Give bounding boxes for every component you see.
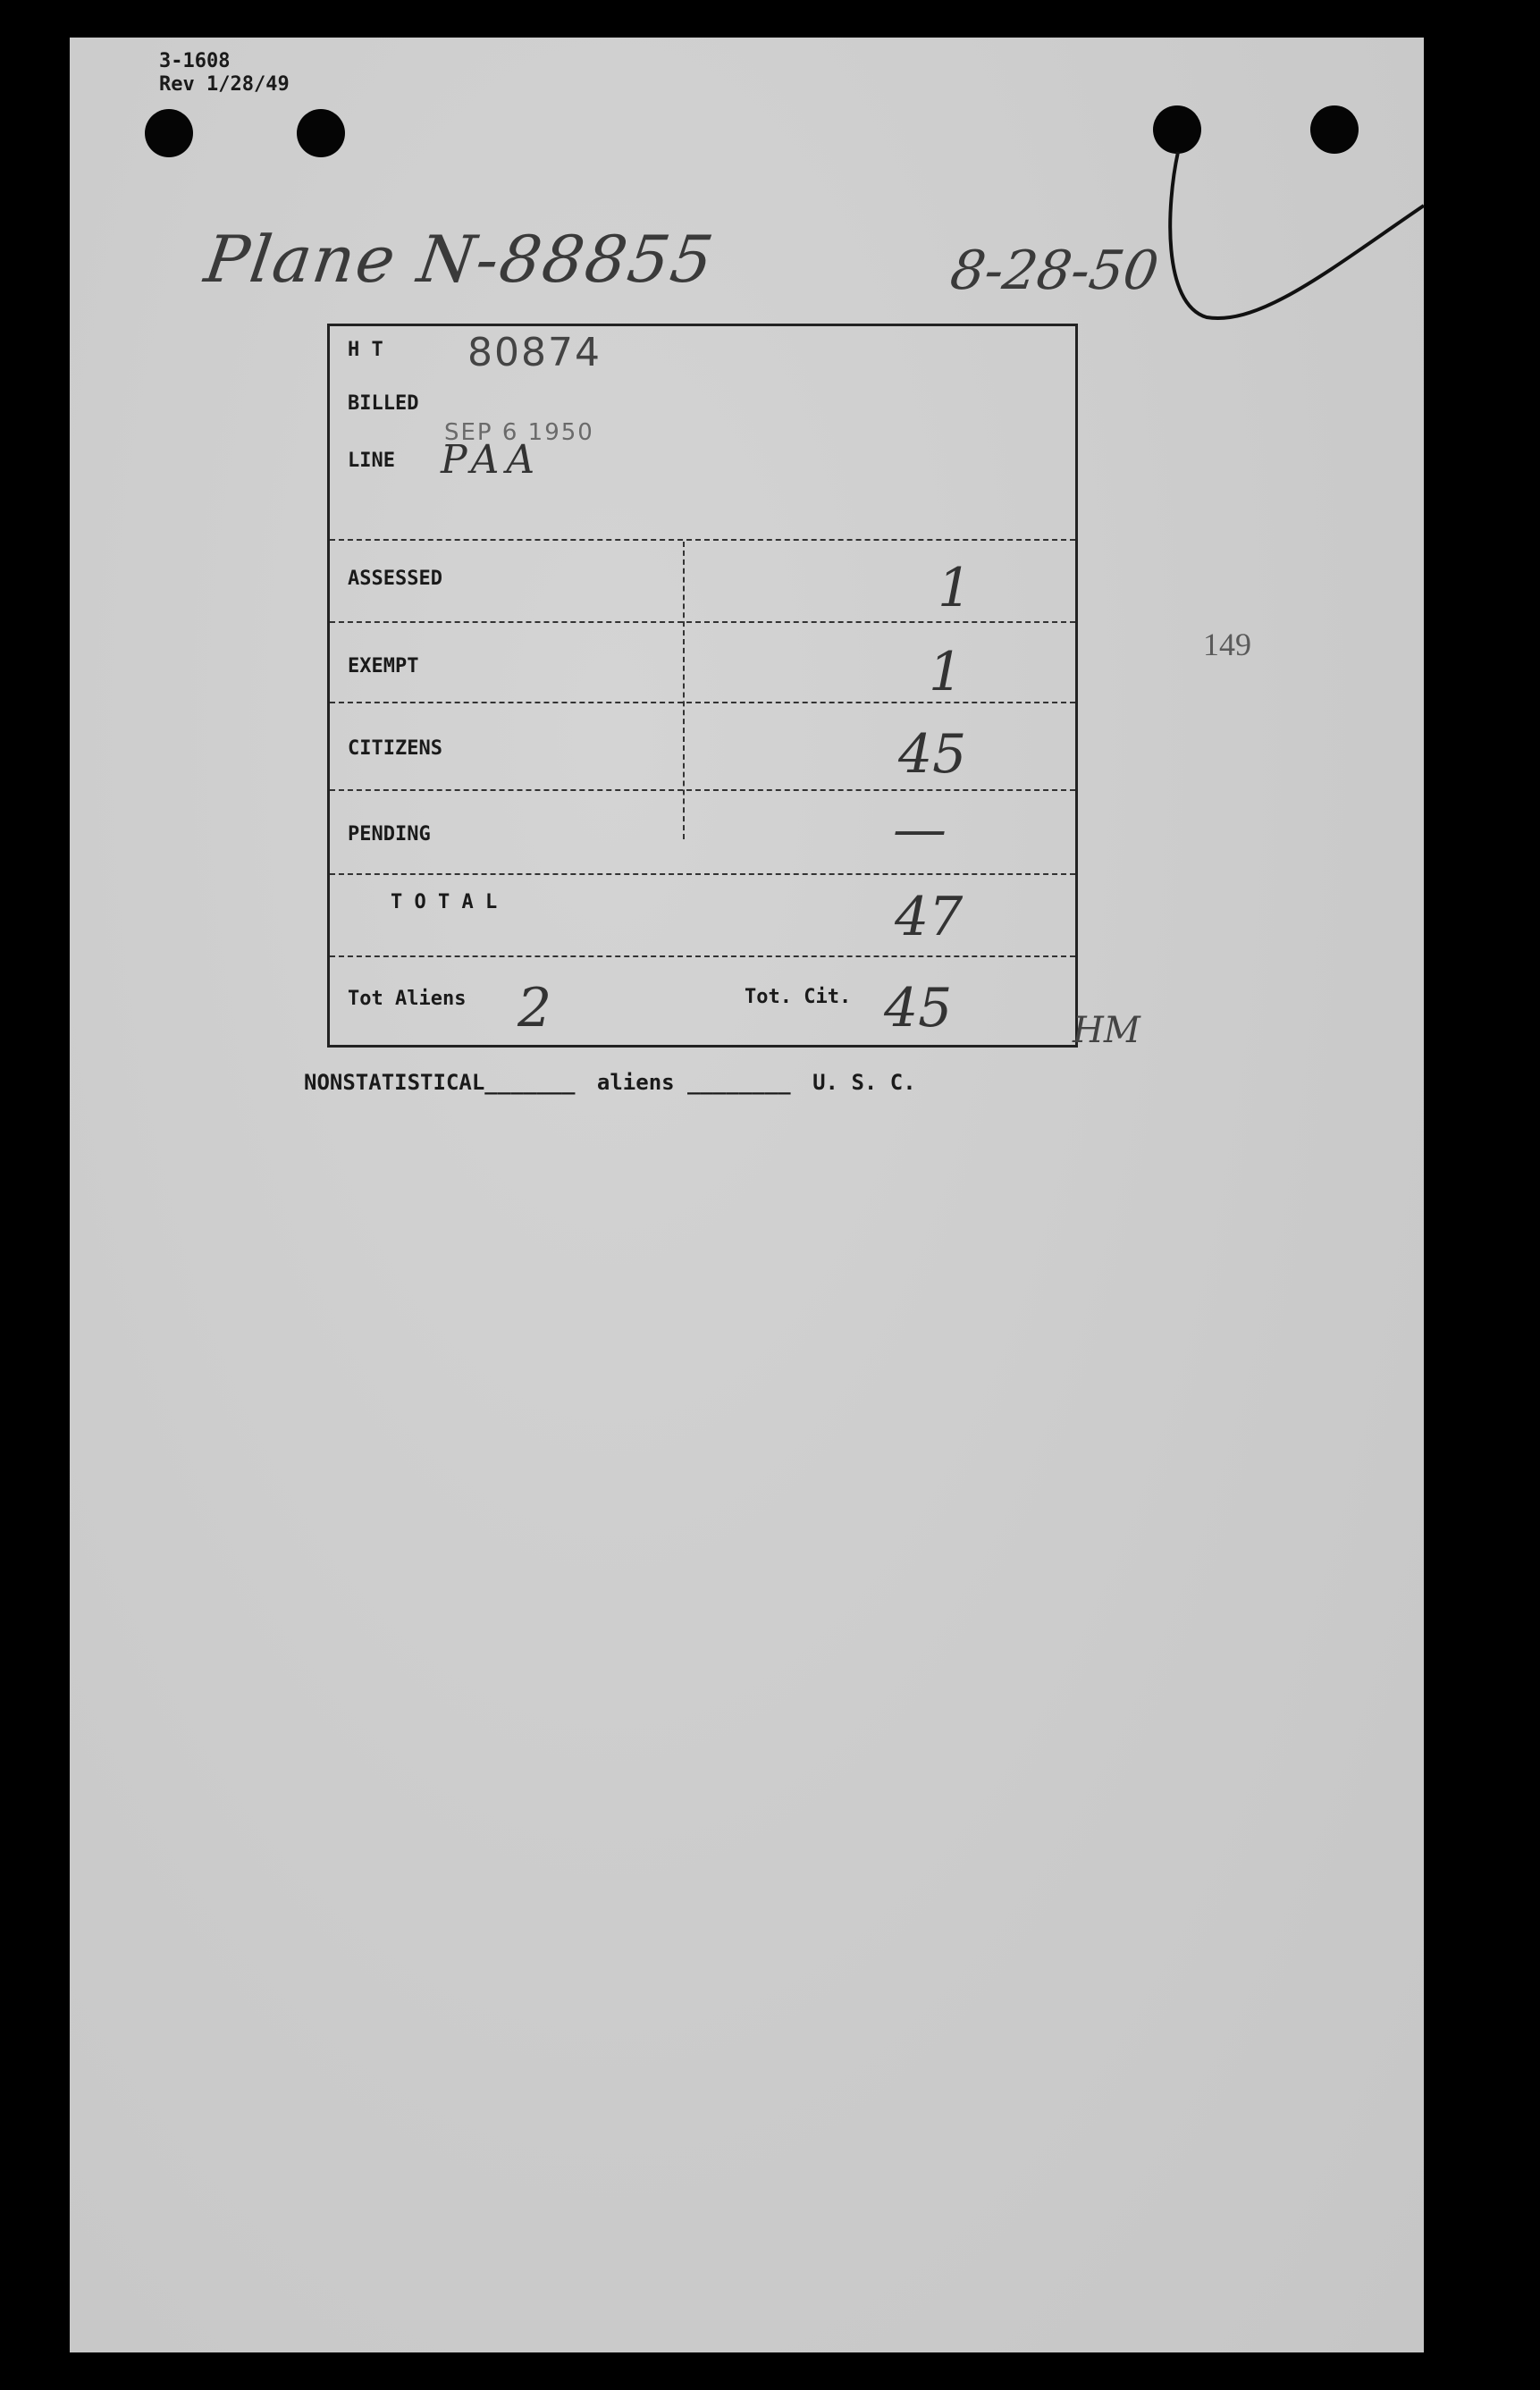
tot-aliens-label: Tot Aliens bbox=[348, 988, 467, 1010]
form-revision: Rev 1/28/49 bbox=[159, 73, 290, 96]
divider bbox=[330, 873, 1075, 875]
divider bbox=[330, 955, 1075, 957]
pending-label: PENDING bbox=[348, 823, 431, 846]
divider bbox=[330, 789, 1075, 791]
handwritten-date: 8-28-50 bbox=[947, 240, 1163, 302]
page-number: 149 bbox=[1203, 627, 1251, 662]
citizens-label: CITIZENS bbox=[348, 737, 442, 760]
usc-label: U. S. C. bbox=[812, 1070, 916, 1095]
billed-label: BILLED bbox=[348, 392, 419, 415]
form-number: 3-1608 bbox=[159, 50, 231, 72]
initials: HM bbox=[1073, 1010, 1140, 1051]
divider bbox=[330, 621, 1075, 623]
line-label: LINE bbox=[348, 450, 395, 472]
ht-value: 80874 bbox=[467, 330, 602, 375]
punch-hole bbox=[297, 109, 345, 157]
date-stamp: SEP 6 1950 bbox=[444, 419, 594, 446]
tot-cit-value: 45 bbox=[884, 977, 953, 1039]
nonstatistical-line bbox=[304, 1070, 916, 1095]
line-value: PAA bbox=[441, 437, 543, 483]
aliens-label: aliens ________ bbox=[596, 1070, 791, 1095]
plane-number: Plane N-88855 bbox=[200, 222, 720, 297]
assessed-label: ASSESSED bbox=[348, 568, 442, 590]
exempt-label: EXEMPT bbox=[348, 655, 419, 677]
punch-hole bbox=[145, 109, 193, 157]
ht-label: H T bbox=[348, 339, 383, 361]
divider bbox=[330, 539, 1075, 541]
total-value: 47 bbox=[895, 886, 964, 948]
pen-stroke bbox=[1153, 125, 1430, 340]
exempt-value: 1 bbox=[929, 641, 964, 703]
citizens-value: 45 bbox=[898, 723, 967, 786]
form-code bbox=[159, 50, 290, 97]
nonstatistical-label: NONSTATISTICAL_______ bbox=[304, 1070, 576, 1095]
divider bbox=[330, 702, 1075, 703]
tot-aliens-value: 2 bbox=[518, 977, 552, 1039]
tally-card bbox=[327, 324, 1078, 1048]
assessed-value: 1 bbox=[938, 557, 972, 619]
column-divider bbox=[683, 542, 685, 839]
tot-cit-label: Tot. Cit. bbox=[745, 986, 852, 1008]
total-label: T O T A L bbox=[391, 891, 498, 913]
pending-value: — bbox=[893, 798, 947, 861]
